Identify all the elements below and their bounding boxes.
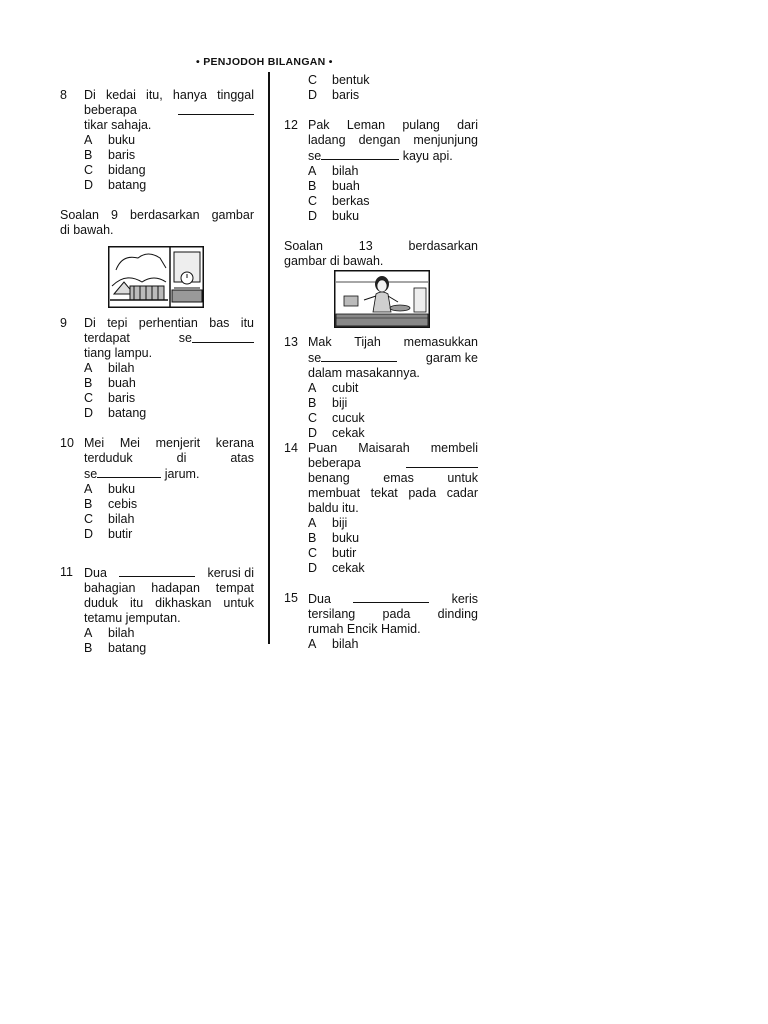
- question-9: [60, 316, 254, 421]
- question-number: 12: [284, 118, 298, 132]
- question-text: Dua: [84, 566, 107, 580]
- question-text: Mei Mei menjerit kerana: [84, 436, 254, 450]
- option-letter: C: [308, 194, 318, 208]
- option-letter: D: [308, 561, 318, 575]
- option-letter: A: [84, 133, 93, 147]
- option-c[interactable]: [284, 73, 478, 88]
- option-text: bilah: [332, 164, 359, 178]
- question-text: se: [84, 467, 98, 481]
- question-text: Mak Tijah memasukkan: [308, 335, 478, 349]
- question-text: kerusi di: [207, 566, 254, 580]
- option-text: buah: [108, 376, 136, 390]
- page-title: • PENJODOH BILANGAN •: [196, 56, 333, 68]
- instruction-13: [284, 239, 478, 269]
- option-text: baris: [332, 88, 360, 102]
- question-15: [284, 591, 478, 652]
- instruction-text: Soalan 9 berdasarkan gambar: [60, 208, 254, 222]
- question-text: rumah Encik Hamid.: [308, 622, 421, 636]
- option-letter: A: [308, 516, 317, 530]
- option-text: cucuk: [332, 411, 365, 425]
- question-text: duduk itu dikhaskan untuk: [84, 596, 254, 610]
- question-11-continued: [284, 73, 478, 103]
- question-text: keris: [451, 592, 478, 606]
- option-letter: C: [308, 546, 318, 560]
- option-letter: D: [308, 426, 318, 440]
- option-letter: B: [308, 179, 317, 193]
- option-c[interactable]: [60, 512, 254, 527]
- option-text: bidang: [108, 163, 146, 177]
- question-text: bahagian hadapan tempat: [84, 581, 254, 595]
- question-11: [60, 565, 254, 656]
- question-text: se: [308, 149, 322, 163]
- question-text: membuat tekat pada cadar: [308, 486, 478, 500]
- question-text: dalam masakannya.: [308, 366, 420, 380]
- option-text: bilah: [108, 626, 135, 640]
- option-a[interactable]: [60, 482, 254, 497]
- left-column: [60, 88, 254, 656]
- option-d[interactable]: [284, 88, 478, 103]
- option-c[interactable]: [284, 546, 478, 561]
- question-text: Dua: [308, 592, 331, 606]
- question-10: [60, 436, 254, 542]
- option-b[interactable]: [60, 148, 254, 163]
- option-text: cekak: [332, 561, 365, 575]
- question-number: 10: [60, 436, 74, 450]
- option-b[interactable]: [284, 179, 478, 194]
- option-letter: D: [308, 88, 318, 102]
- option-letter: A: [84, 626, 93, 640]
- question-text: baldu itu.: [308, 501, 359, 515]
- option-text: buku: [332, 531, 360, 545]
- answer-blank: [353, 591, 429, 603]
- question-text: terduduk: [84, 451, 133, 465]
- option-letter: B: [308, 531, 317, 545]
- option-text: bentuk: [332, 73, 370, 87]
- question-text: Di kedai itu, hanya tinggal: [84, 88, 254, 102]
- option-d[interactable]: [60, 406, 254, 421]
- question-text: beberapa: [84, 103, 137, 117]
- question-text: tiang lampu.: [84, 346, 153, 360]
- instruction-9: [60, 208, 254, 238]
- option-text: butir: [108, 527, 133, 541]
- option-text: buku: [108, 482, 136, 496]
- option-b[interactable]: [284, 531, 478, 546]
- answer-blank: [192, 331, 254, 343]
- option-letter: D: [84, 527, 94, 541]
- question-number: 13: [284, 335, 298, 349]
- option-letter: A: [84, 361, 93, 375]
- question-text: Di tepi perhentian bas itu: [84, 316, 254, 330]
- option-letter: A: [84, 482, 93, 496]
- question-text: Pak Leman pulang dari: [308, 118, 478, 132]
- option-text: cebis: [108, 497, 138, 511]
- question-number: 11: [60, 565, 73, 579]
- instruction-text: 13: [358, 239, 373, 253]
- question-text: beberapa: [308, 456, 361, 470]
- question-text: benang emas untuk: [308, 471, 478, 485]
- option-text: batang: [108, 406, 147, 420]
- option-c[interactable]: [60, 163, 254, 178]
- answer-blank: [178, 103, 254, 115]
- option-text: cubit: [332, 381, 359, 395]
- option-d[interactable]: [284, 561, 478, 576]
- option-a[interactable]: [284, 516, 478, 531]
- question-text: tersilang pada dinding: [308, 607, 478, 621]
- question-text: jarum.: [164, 467, 200, 481]
- option-letter: B: [308, 396, 317, 410]
- answer-blank: [406, 456, 478, 468]
- option-text: berkas: [332, 194, 370, 208]
- question-8: [60, 88, 254, 193]
- option-letter: A: [308, 637, 317, 651]
- option-c[interactable]: [284, 411, 478, 426]
- option-letter: B: [84, 497, 93, 511]
- option-text: bilah: [108, 361, 135, 375]
- option-text: cekak: [332, 426, 365, 440]
- option-a[interactable]: [284, 164, 478, 179]
- instruction-text: gambar di bawah.: [284, 254, 384, 268]
- option-text: biji: [332, 396, 348, 410]
- instruction-text: Soalan: [284, 239, 323, 253]
- option-letter: B: [84, 148, 93, 162]
- answer-blank: [321, 148, 399, 160]
- option-b[interactable]: [60, 641, 254, 656]
- right-column: [284, 73, 478, 652]
- option-text: buku: [332, 209, 360, 223]
- option-text: butir: [332, 546, 357, 560]
- answer-blank: [97, 466, 161, 478]
- question-number: 15: [284, 591, 298, 605]
- question-text: se: [308, 351, 322, 365]
- option-letter: C: [84, 163, 94, 177]
- option-letter: D: [84, 178, 94, 192]
- option-text: baris: [108, 391, 136, 405]
- answer-blank: [321, 350, 397, 362]
- cooking-woman-picture: [334, 270, 430, 328]
- question-text: kayu api.: [402, 149, 453, 163]
- question-text: se: [178, 331, 192, 345]
- question-number: 8: [60, 88, 67, 102]
- option-letter: C: [308, 73, 318, 87]
- answer-blank: [119, 565, 195, 577]
- option-letter: C: [84, 512, 94, 526]
- bus-stop-picture: [108, 246, 204, 308]
- question-text: di: [176, 451, 187, 465]
- option-text: buah: [332, 179, 360, 193]
- column-divider: [268, 72, 270, 644]
- option-a[interactable]: [284, 637, 478, 652]
- option-text: batang: [108, 641, 147, 655]
- option-a[interactable]: [60, 361, 254, 376]
- option-b[interactable]: [60, 497, 254, 512]
- option-c[interactable]: [284, 194, 478, 209]
- option-d[interactable]: [60, 527, 254, 542]
- question-text: ladang dengan menjunjung: [308, 133, 478, 147]
- option-text: bilah: [108, 512, 135, 526]
- question-text: tetamu jemputan.: [84, 611, 181, 625]
- option-b[interactable]: [284, 396, 478, 411]
- option-letter: A: [308, 164, 317, 178]
- question-text: atas: [230, 451, 254, 465]
- option-d[interactable]: [60, 178, 254, 193]
- option-text: biji: [332, 516, 348, 530]
- question-text: garam ke: [425, 351, 478, 365]
- question-13: [284, 335, 478, 441]
- option-text: buku: [108, 133, 136, 147]
- question-number: 9: [60, 316, 67, 330]
- question-number: 14: [284, 441, 298, 455]
- question-text: Puan Maisarah membeli: [308, 441, 478, 455]
- instruction-text: berdasarkan: [408, 239, 478, 253]
- option-text: bilah: [332, 637, 359, 651]
- option-a[interactable]: [60, 626, 254, 641]
- option-letter: D: [84, 406, 94, 420]
- option-text: batang: [108, 178, 147, 192]
- option-a[interactable]: [284, 381, 478, 396]
- option-b[interactable]: [60, 376, 254, 391]
- option-a[interactable]: [60, 133, 254, 148]
- question-14: [284, 441, 478, 576]
- question-text: tikar sahaja.: [84, 118, 152, 132]
- option-letter: B: [84, 376, 93, 390]
- question-12: [284, 118, 478, 224]
- option-letter: B: [84, 641, 93, 655]
- option-letter: C: [308, 411, 318, 425]
- option-d[interactable]: [284, 209, 478, 224]
- option-d[interactable]: [284, 426, 478, 441]
- question-text: terdapat: [84, 331, 130, 345]
- instruction-text: di bawah.: [60, 223, 114, 237]
- option-letter: D: [308, 209, 318, 223]
- option-c[interactable]: [60, 391, 254, 406]
- option-letter: C: [84, 391, 94, 405]
- option-text: baris: [108, 148, 136, 162]
- option-letter: A: [308, 381, 317, 395]
